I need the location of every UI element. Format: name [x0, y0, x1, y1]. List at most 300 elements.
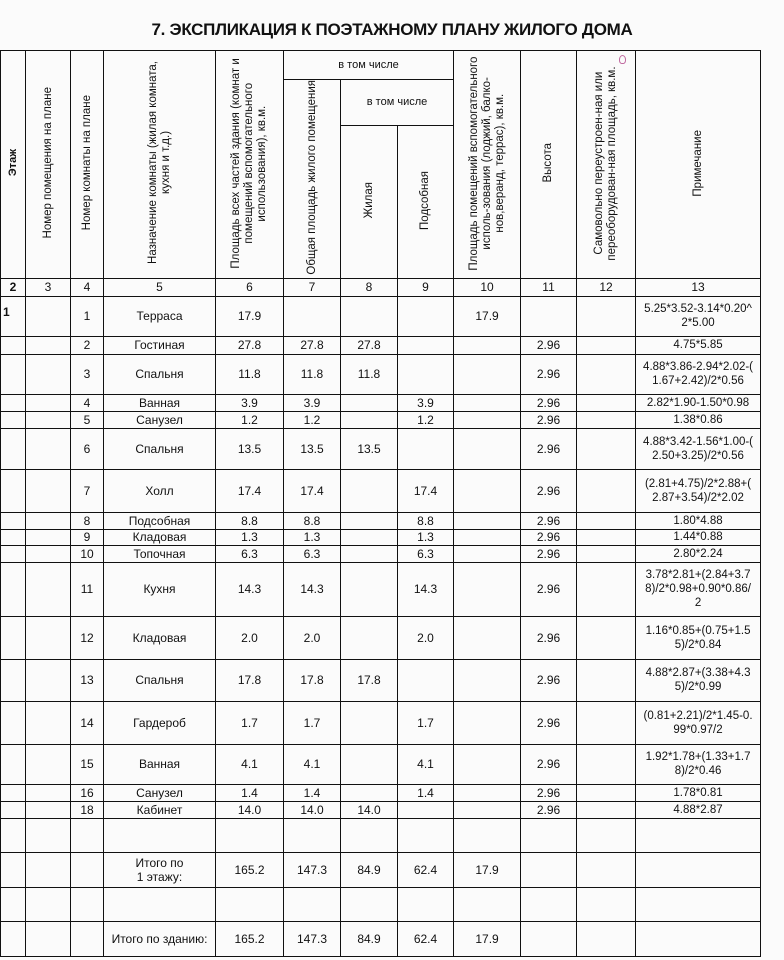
- total-area-cell: 14.0: [216, 801, 284, 818]
- header-auxiliary: Подсобная: [398, 125, 454, 278]
- room-number-cell: 7: [71, 469, 104, 512]
- purpose-cell: Подсобная: [104, 512, 216, 529]
- total-area-cell: 1.7: [216, 701, 284, 744]
- empty-cell: [216, 818, 284, 852]
- total-area-cell: 11.8: [216, 354, 284, 394]
- column-number: 8: [341, 278, 398, 296]
- floor-cell: [1, 354, 26, 394]
- empty-cell: [521, 852, 577, 887]
- aux-use-cell: [454, 512, 521, 529]
- floor-cell: [1, 659, 26, 701]
- unauthorized-cell: [577, 701, 636, 744]
- auxiliary-cell: 1.2: [398, 411, 454, 428]
- room-number-cell: 1: [71, 296, 104, 336]
- aux-use-cell: [454, 701, 521, 744]
- height-cell: 2.96: [521, 701, 577, 744]
- empty-cell: [1, 887, 26, 921]
- table-row: [1, 428, 761, 469]
- table-row: [1, 296, 761, 336]
- unauthorized-cell: [577, 801, 636, 818]
- empty-cell: [26, 818, 71, 852]
- total-floor-row: [1, 852, 761, 887]
- living-cell: [341, 411, 398, 428]
- auxiliary-cell: [398, 336, 454, 354]
- total-area-cell: 165.2: [216, 852, 284, 887]
- auxiliary-cell: [398, 801, 454, 818]
- table-row: [1, 701, 761, 744]
- header-unauthorized: Самовольно переустроен-ная или переоборудован-ная площадь, кв.м.: [577, 51, 636, 279]
- floor-cell: [1, 784, 26, 801]
- total-area-cell: 4.1: [216, 744, 284, 784]
- empty-cell: [71, 852, 104, 887]
- empty-cell: [636, 852, 761, 887]
- total-area-cell: 14.3: [216, 562, 284, 616]
- room-number-cell: 13: [71, 659, 104, 701]
- empty-cell: [521, 887, 577, 921]
- floor-cell: [1, 545, 26, 562]
- floor-cell: [1, 801, 26, 818]
- living-total-cell: 4.1: [284, 744, 341, 784]
- empty-cell: [577, 852, 636, 887]
- note-cell: 4.75*5.85: [636, 336, 761, 354]
- table-row: [1, 616, 761, 659]
- premise-cell: [26, 545, 71, 562]
- height-cell: 2.96: [521, 784, 577, 801]
- purpose-cell: Санузел: [104, 784, 216, 801]
- note-cell: 2.82*1.90-1.50*0.98: [636, 394, 761, 411]
- header-total-area: Площадь всех частей здания (комнат и помещений вспомогательного использования), кв.м.: [216, 51, 284, 279]
- purpose-cell: Кладовая: [104, 616, 216, 659]
- unauthorized-cell: [577, 469, 636, 512]
- aux-use-cell: [454, 411, 521, 428]
- total-area-cell: 3.9: [216, 394, 284, 411]
- empty-cell: [284, 887, 341, 921]
- empty-cell: [1, 852, 26, 887]
- living-total-cell: 17.8: [284, 659, 341, 701]
- empty-cell: [577, 921, 636, 956]
- living-total-cell: 2.0: [284, 616, 341, 659]
- premise-cell: [26, 296, 71, 336]
- total-area-cell: 17.8: [216, 659, 284, 701]
- empty-cell: [577, 818, 636, 852]
- living-cell: [341, 562, 398, 616]
- total-area-cell: 6.3: [216, 545, 284, 562]
- living-total-cell: 8.8: [284, 512, 341, 529]
- note-cell: 1.44*0.88: [636, 529, 761, 545]
- auxiliary-cell: [398, 354, 454, 394]
- column-number: 12: [577, 278, 636, 296]
- table-row: [1, 529, 761, 545]
- premise-cell: [26, 512, 71, 529]
- explication-table: [0, 50, 761, 957]
- table-row: [1, 354, 761, 394]
- note-cell: 5.25*3.52-3.14*0.20^ 2*5.00: [636, 296, 761, 336]
- room-number-cell: 5: [71, 411, 104, 428]
- floor-cell: [1, 529, 26, 545]
- purpose-cell: Топочная: [104, 545, 216, 562]
- premise-cell: [26, 394, 71, 411]
- floor-cell: [1, 512, 26, 529]
- empty-cell: [341, 887, 398, 921]
- purpose-cell: Гостиная: [104, 336, 216, 354]
- header-premise-no: Номер помещения на плане: [26, 51, 71, 279]
- living-cell: [341, 744, 398, 784]
- living-cell: [341, 512, 398, 529]
- unauthorized-cell: [577, 336, 636, 354]
- height-cell: 2.96: [521, 801, 577, 818]
- empty-cell: [26, 852, 71, 887]
- aux-use-cell: 17.9: [454, 921, 521, 956]
- empty-cell: [26, 887, 71, 921]
- living-total-cell: 1.7: [284, 701, 341, 744]
- total-area-cell: 1.4: [216, 784, 284, 801]
- purpose-cell: Спальня: [104, 659, 216, 701]
- auxiliary-cell: 14.3: [398, 562, 454, 616]
- auxiliary-cell: 1.7: [398, 701, 454, 744]
- empty-cell: [636, 887, 761, 921]
- empty-row: [1, 818, 761, 852]
- floor-cell: [1, 701, 26, 744]
- aux-use-cell: [454, 659, 521, 701]
- purpose-cell: Холл: [104, 469, 216, 512]
- premise-cell: [26, 428, 71, 469]
- floor-cell: [1, 411, 26, 428]
- column-number: 13: [636, 278, 761, 296]
- empty-cell: [398, 818, 454, 852]
- unauthorized-cell: [577, 545, 636, 562]
- header-height: Высота: [521, 51, 577, 279]
- living-cell: [341, 784, 398, 801]
- living-total-cell: 1.2: [284, 411, 341, 428]
- note-cell: 4.88*2.87: [636, 801, 761, 818]
- column-number: 9: [398, 278, 454, 296]
- living-total-cell: 3.9: [284, 394, 341, 411]
- header-including-1: в том числе: [284, 51, 454, 80]
- empty-cell: [104, 818, 216, 852]
- auxiliary-cell: 1.4: [398, 784, 454, 801]
- purpose-cell: Терраса: [104, 296, 216, 336]
- floor-cell: [1, 562, 26, 616]
- room-number-cell: 18: [71, 801, 104, 818]
- empty-cell: [454, 818, 521, 852]
- living-total-cell: 1.4: [284, 784, 341, 801]
- header-living: Жилая: [341, 125, 398, 278]
- purpose-cell: Гардероб: [104, 701, 216, 744]
- empty-cell: [636, 921, 761, 956]
- note-cell: (2.81+4.75)/2*2.88+( 2.87+3.54)/2*2.02: [636, 469, 761, 512]
- empty-cell: [216, 887, 284, 921]
- premise-cell: [26, 336, 71, 354]
- floor-cell: [1, 394, 26, 411]
- living-cell: [341, 296, 398, 336]
- aux-use-cell: 17.9: [454, 296, 521, 336]
- document-title: 7. ЭКСПЛИКАЦИЯ К ПОЭТАЖНОМУ ПЛАНУ ЖИЛОГО ДОМА: [151, 20, 633, 39]
- height-cell: 2.96: [521, 659, 577, 701]
- total-label: Итого по 1 этажу:: [104, 852, 216, 887]
- purpose-cell: Спальня: [104, 428, 216, 469]
- room-number-cell: 3: [71, 354, 104, 394]
- aux-use-cell: [454, 336, 521, 354]
- column-number: 6: [216, 278, 284, 296]
- height-cell: 2.96: [521, 336, 577, 354]
- aux-use-cell: [454, 801, 521, 818]
- living-total-cell: [284, 296, 341, 336]
- living-cell: 84.9: [341, 921, 398, 956]
- height-cell: 2.96: [521, 428, 577, 469]
- room-number-cell: 11: [71, 562, 104, 616]
- auxiliary-cell: 62.4: [398, 852, 454, 887]
- premise-cell: [26, 411, 71, 428]
- header-floor: Этаж: [1, 51, 26, 279]
- room-number-cell: 10: [71, 545, 104, 562]
- empty-cell: [521, 921, 577, 956]
- living-total-cell: 147.3: [284, 852, 341, 887]
- header-note: Примечание: [636, 51, 761, 279]
- living-cell: [341, 529, 398, 545]
- table-row: [1, 469, 761, 512]
- height-cell: [521, 296, 577, 336]
- empty-row: [1, 887, 761, 921]
- auxiliary-cell: 2.0: [398, 616, 454, 659]
- purpose-cell: Спальня: [104, 354, 216, 394]
- premise-cell: [26, 801, 71, 818]
- note-cell: 3.78*2.81+(2.84+3.7 8)/2*0.98+0.90*0.86/ 2: [636, 562, 761, 616]
- aux-use-cell: [454, 784, 521, 801]
- unauthorized-cell: [577, 296, 636, 336]
- auxiliary-cell: 6.3: [398, 545, 454, 562]
- table-row: [1, 336, 761, 354]
- unauthorized-cell: [577, 562, 636, 616]
- empty-cell: [577, 887, 636, 921]
- table-row: [1, 411, 761, 428]
- aux-use-cell: [454, 428, 521, 469]
- premise-cell: [26, 616, 71, 659]
- aux-use-cell: [454, 354, 521, 394]
- note-cell: 1.38*0.86: [636, 411, 761, 428]
- table-row: [1, 659, 761, 701]
- premise-cell: [26, 784, 71, 801]
- purpose-cell: Кабинет: [104, 801, 216, 818]
- total-label: Итого по зданию:: [104, 921, 216, 956]
- unauthorized-cell: [577, 428, 636, 469]
- unauthorized-cell: [577, 529, 636, 545]
- height-cell: 2.96: [521, 616, 577, 659]
- empty-cell: [1, 818, 26, 852]
- height-cell: 2.96: [521, 411, 577, 428]
- auxiliary-cell: 3.9: [398, 394, 454, 411]
- aux-use-cell: [454, 616, 521, 659]
- floor-cell: [1, 744, 26, 784]
- height-cell: 2.96: [521, 512, 577, 529]
- auxiliary-cell: [398, 659, 454, 701]
- auxiliary-cell: [398, 428, 454, 469]
- room-number-cell: 16: [71, 784, 104, 801]
- empty-cell: [284, 818, 341, 852]
- living-total-cell: 13.5: [284, 428, 341, 469]
- auxiliary-cell: [398, 296, 454, 336]
- premise-cell: [26, 562, 71, 616]
- living-cell: 17.8: [341, 659, 398, 701]
- premise-cell: [26, 701, 71, 744]
- floor-cell: [1, 469, 26, 512]
- auxiliary-cell: 1.3: [398, 529, 454, 545]
- header-aux-use: Площадь помещений вспомогательного исполь-зования (лоджий, балко-нов,веранд, террас), кв.м.: [454, 51, 521, 279]
- living-cell: 84.9: [341, 852, 398, 887]
- living-cell: [341, 469, 398, 512]
- total-area-cell: 1.3: [216, 529, 284, 545]
- table-row: [1, 784, 761, 801]
- empty-cell: [341, 818, 398, 852]
- header-living-total: Общая площадь жилого помещения: [284, 80, 341, 279]
- living-total-cell: 11.8: [284, 354, 341, 394]
- total-area-cell: 2.0: [216, 616, 284, 659]
- empty-cell: [71, 887, 104, 921]
- table-row: [1, 394, 761, 411]
- aux-use-cell: [454, 529, 521, 545]
- living-cell: 27.8: [341, 336, 398, 354]
- empty-cell: [104, 887, 216, 921]
- purpose-cell: Кухня: [104, 562, 216, 616]
- living-total-cell: 27.8: [284, 336, 341, 354]
- room-number-cell: 9: [71, 529, 104, 545]
- height-cell: 2.96: [521, 529, 577, 545]
- premise-cell: [26, 529, 71, 545]
- note-cell: 4.88*3.86-2.94*2.02-( 1.67+2.42)/2*0.56: [636, 354, 761, 394]
- premise-cell: [26, 354, 71, 394]
- living-total-cell: 17.4: [284, 469, 341, 512]
- empty-cell: [1, 921, 26, 956]
- column-number: 2: [1, 278, 26, 296]
- living-total-cell: 14.0: [284, 801, 341, 818]
- total-area-cell: 27.8: [216, 336, 284, 354]
- purpose-cell: Ванная: [104, 744, 216, 784]
- column-number: 10: [454, 278, 521, 296]
- table-row: [1, 744, 761, 784]
- total-building-row: [1, 921, 761, 956]
- aux-use-cell: [454, 545, 521, 562]
- aux-use-cell: [454, 744, 521, 784]
- empty-cell: [636, 818, 761, 852]
- empty-cell: [71, 818, 104, 852]
- room-number-cell: 2: [71, 336, 104, 354]
- column-number: 4: [71, 278, 104, 296]
- note-cell: (0.81+2.21)/2*1.45-0. 99*0.97/2: [636, 701, 761, 744]
- column-number: 3: [26, 278, 71, 296]
- purpose-cell: Ванная: [104, 394, 216, 411]
- unauthorized-cell: [577, 616, 636, 659]
- room-number-cell: 12: [71, 616, 104, 659]
- empty-cell: [454, 887, 521, 921]
- floor-cell: [1, 428, 26, 469]
- unauthorized-cell: [577, 512, 636, 529]
- note-cell: 1.78*0.81: [636, 784, 761, 801]
- unauthorized-cell: [577, 354, 636, 394]
- column-number: 5: [104, 278, 216, 296]
- unauthorized-cell: [577, 394, 636, 411]
- unauthorized-cell: [577, 411, 636, 428]
- living-cell: 13.5: [341, 428, 398, 469]
- living-cell: [341, 545, 398, 562]
- room-number-cell: 4: [71, 394, 104, 411]
- empty-cell: [26, 921, 71, 956]
- table-row: [1, 545, 761, 562]
- total-area-cell: 13.5: [216, 428, 284, 469]
- header-including-2: в том числе: [341, 80, 454, 126]
- height-cell: 2.96: [521, 469, 577, 512]
- unauthorized-cell: [577, 659, 636, 701]
- column-numbers-row: [1, 278, 761, 296]
- living-cell: [341, 701, 398, 744]
- note-cell: 1.16*0.85+(0.75+1.5 5)/2*0.84: [636, 616, 761, 659]
- auxiliary-cell: 62.4: [398, 921, 454, 956]
- auxiliary-cell: 8.8: [398, 512, 454, 529]
- note-cell: 1.92*1.78+(1.33+1.7 8)/2*0.46: [636, 744, 761, 784]
- aux-use-cell: [454, 469, 521, 512]
- premise-cell: [26, 659, 71, 701]
- total-area-cell: 8.8: [216, 512, 284, 529]
- living-cell: [341, 394, 398, 411]
- auxiliary-cell: 17.4: [398, 469, 454, 512]
- empty-cell: [71, 921, 104, 956]
- note-cell: 4.88*3.42-1.56*1.00-( 2.50+3.25)/2*0.56: [636, 428, 761, 469]
- room-number-cell: 14: [71, 701, 104, 744]
- aux-use-cell: [454, 394, 521, 411]
- living-total-cell: 6.3: [284, 545, 341, 562]
- living-total-cell: 147.3: [284, 921, 341, 956]
- total-area-cell: 165.2: [216, 921, 284, 956]
- floor-cell: 1: [1, 296, 26, 336]
- header-room-no: Номер комнаты на плане: [71, 51, 104, 279]
- total-area-cell: 1.2: [216, 411, 284, 428]
- total-area-cell: 17.9: [216, 296, 284, 336]
- purpose-cell: Санузел: [104, 411, 216, 428]
- room-number-cell: 6: [71, 428, 104, 469]
- floor-cell: [1, 616, 26, 659]
- unauthorized-cell: [577, 744, 636, 784]
- height-cell: 2.96: [521, 394, 577, 411]
- table-row: [1, 562, 761, 616]
- empty-cell: [521, 818, 577, 852]
- unauthorized-cell: [577, 784, 636, 801]
- column-number: 7: [284, 278, 341, 296]
- height-cell: 2.96: [521, 744, 577, 784]
- total-area-cell: 17.4: [216, 469, 284, 512]
- column-number: 11: [521, 278, 577, 296]
- header-purpose: Назначение комнаты (жилая комната, кухня и т.д.): [104, 51, 216, 279]
- living-total-cell: 1.3: [284, 529, 341, 545]
- living-cell: [341, 616, 398, 659]
- living-cell: 14.0: [341, 801, 398, 818]
- premise-cell: [26, 744, 71, 784]
- note-cell: 2.80*2.24: [636, 545, 761, 562]
- note-cell: 1.80*4.88: [636, 512, 761, 529]
- floor-cell: [1, 336, 26, 354]
- premise-cell: [26, 469, 71, 512]
- aux-use-cell: [454, 562, 521, 616]
- aux-use-cell: 17.9: [454, 852, 521, 887]
- auxiliary-cell: 4.1: [398, 744, 454, 784]
- height-cell: 2.96: [521, 562, 577, 616]
- purpose-cell: Кладовая: [104, 529, 216, 545]
- table-row: [1, 512, 761, 529]
- height-cell: 2.96: [521, 354, 577, 394]
- empty-cell: [398, 887, 454, 921]
- height-cell: 2.96: [521, 545, 577, 562]
- room-number-cell: 15: [71, 744, 104, 784]
- living-cell: 11.8: [341, 354, 398, 394]
- note-cell: 4.88*2.87+(3.38+4.3 5)/2*0.99: [636, 659, 761, 701]
- table-row: [1, 801, 761, 818]
